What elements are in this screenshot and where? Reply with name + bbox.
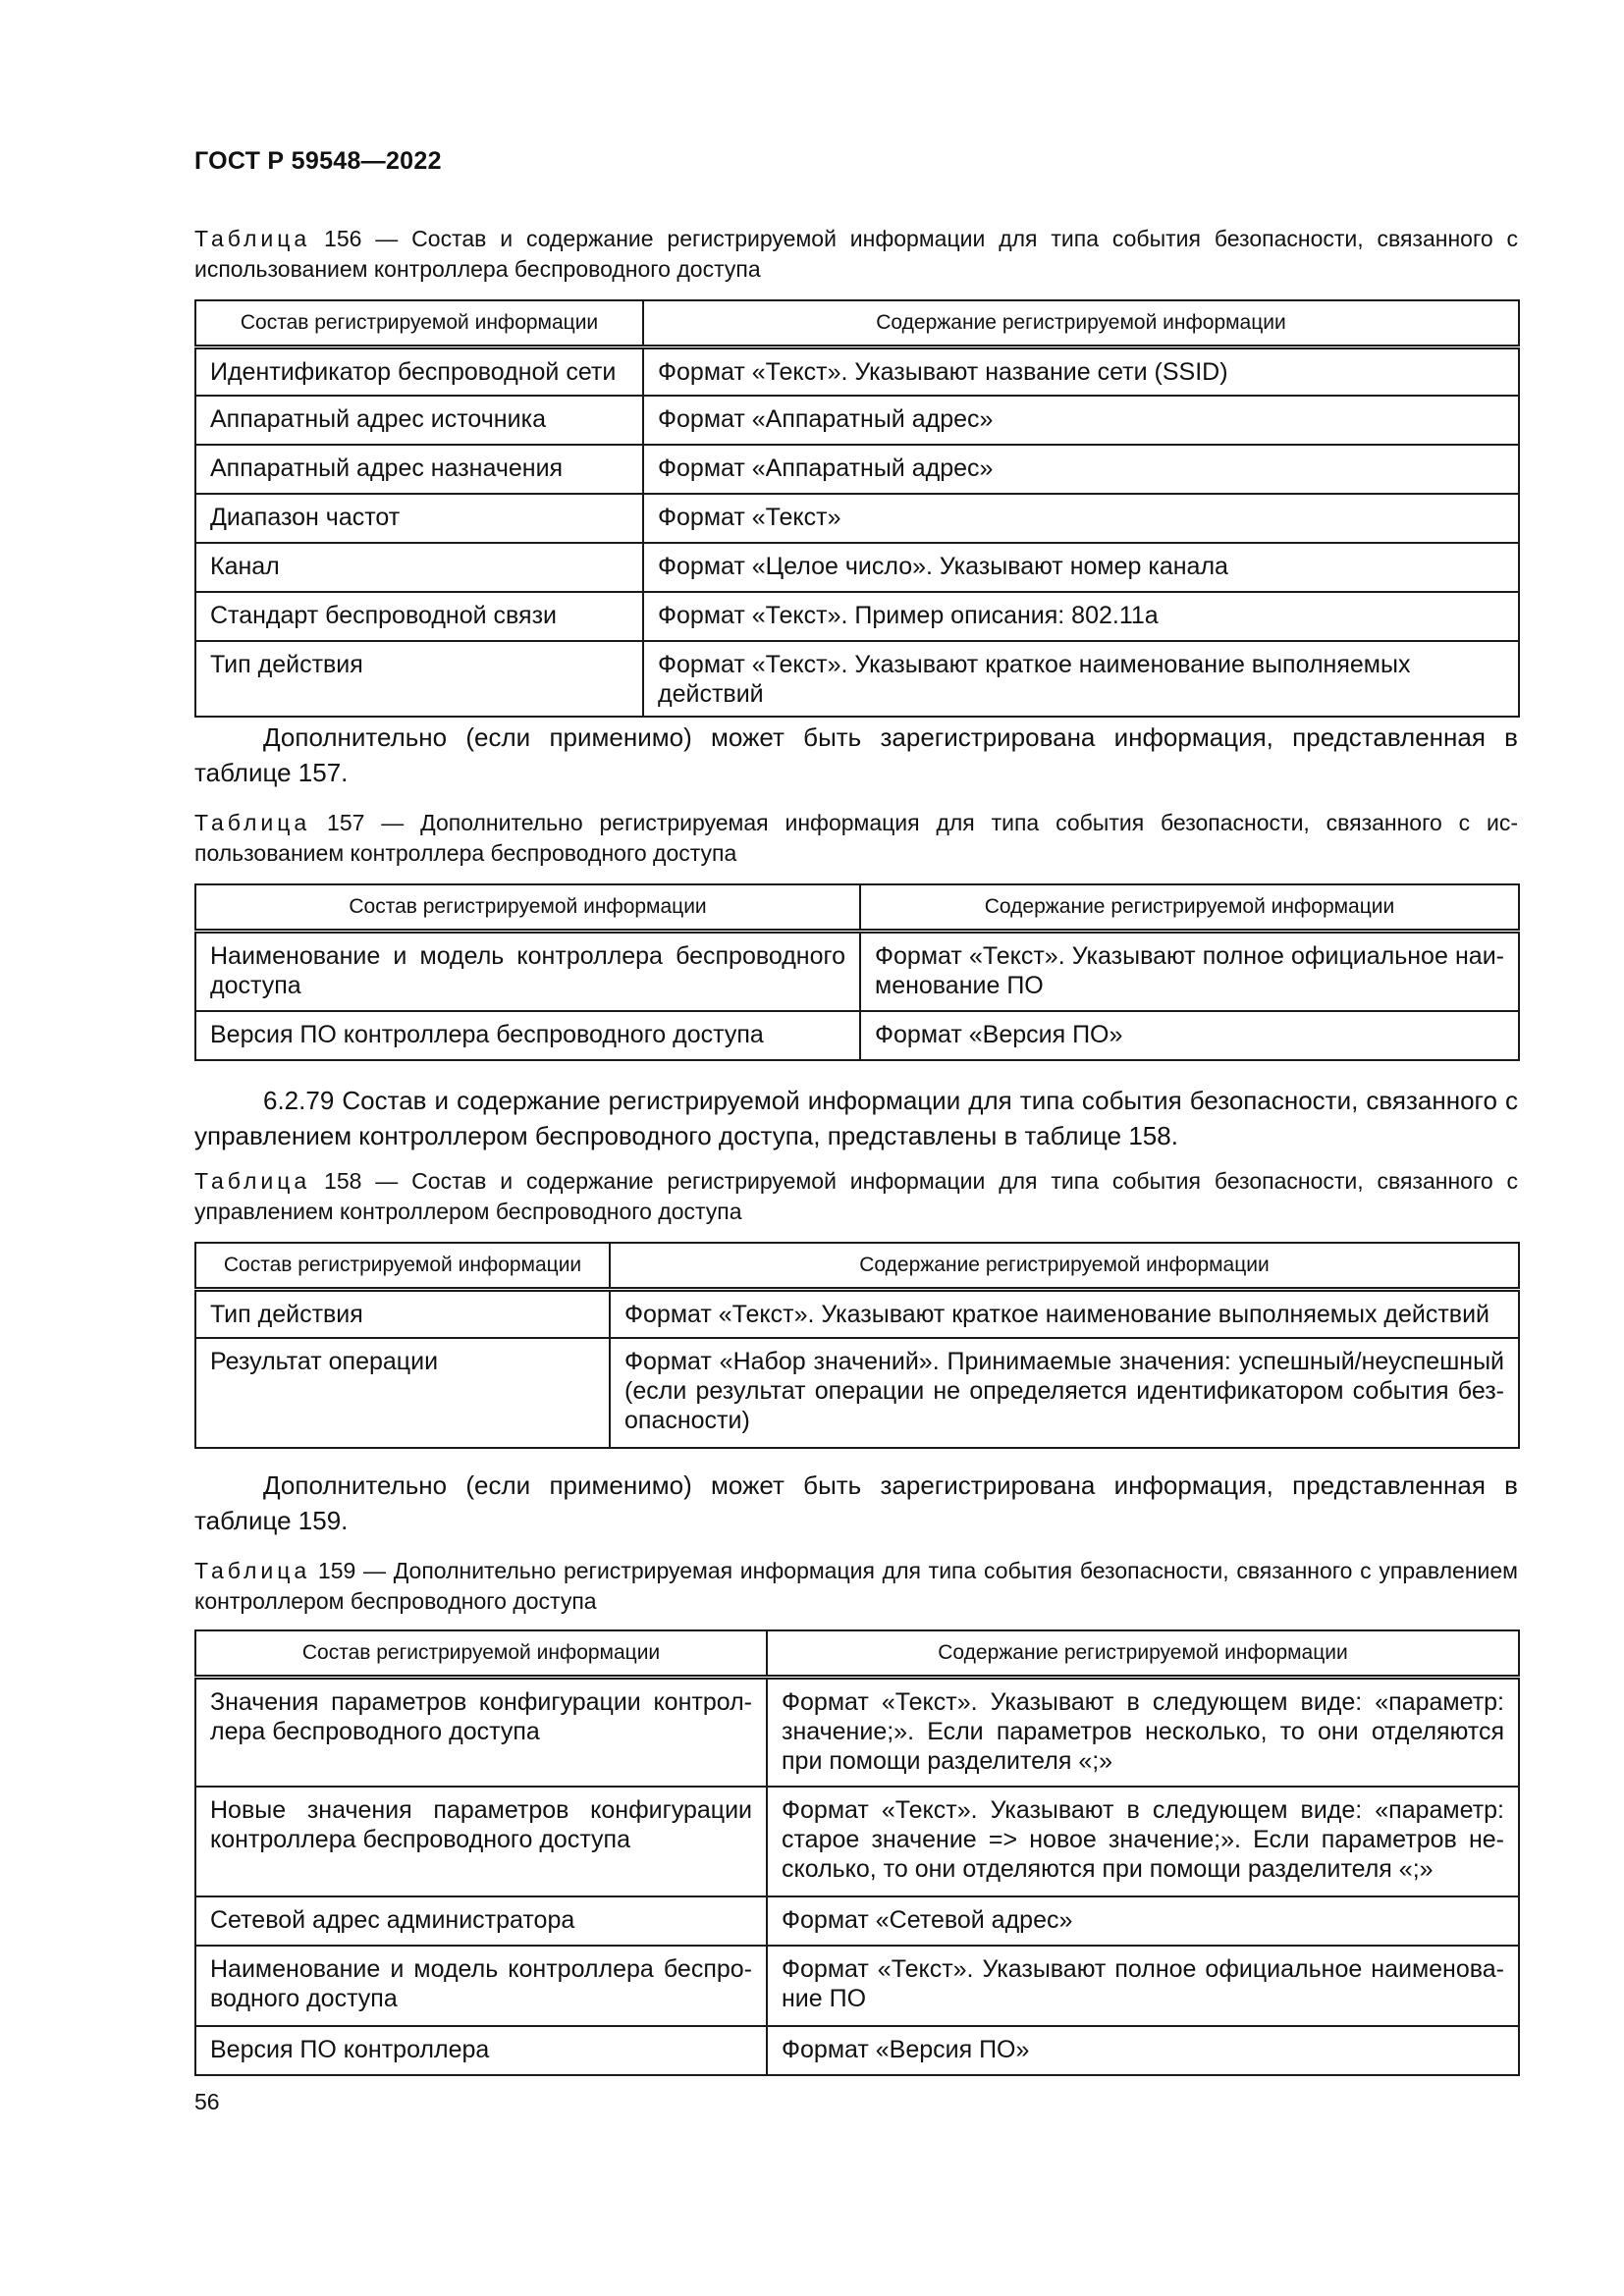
table-header-row [195,1243,1519,1289]
table-cell: Идентификатор беспроводной сети [195,347,643,396]
table-cell: Формат «Текст». Указывают полное официальное наименование ПО [767,1946,1519,2026]
column-header: Содержание регистрируемой информации [860,884,1519,931]
table-cell: Наименование и модель контроллера беспроводного доступа [195,931,860,1011]
page-number: 56 [194,2089,220,2114]
table-row [195,396,1519,445]
table-cell: Формат «Текст». Указывают название сети (SSID) [643,347,1519,396]
table-cell: Формат «Текст». Указывают в следующем виде: «параметр: старое значение => новое значение;». Если параметров несколько, то они отделяются при помощи разделителя «;» [767,1787,1519,1896]
table-cell: Аппаратный адрес назначения [195,445,643,494]
table-cell: Формат «Версия ПО» [767,2026,1519,2075]
table-header-row [195,884,1519,931]
table-row [195,445,1519,494]
table-cell: Стандарт беспроводной связи [195,592,643,641]
table-cell: Версия ПО контроллера [195,2026,767,2075]
table-cell: Формат «Аппаратный адрес» [643,445,1519,494]
table-cell: Формат «Текст». Пример описания: 802.11a [643,592,1519,641]
table-cell: Новые значения параметров конфигурации контроллера беспроводного доступа [195,1787,767,1896]
table-row [195,2026,1519,2075]
table-cell: Формат «Версия ПО» [860,1011,1519,1060]
column-header: Содержание регистрируемой информации [767,1630,1519,1677]
paragraph: Дополнительно (если применимо) может быть зарегистрирована информация, представленная в таблице 157. [194,722,1518,787]
table-header-row [195,1630,1519,1677]
column-header: Состав регистрируемой информации [195,1243,610,1289]
table-row [195,1338,1519,1448]
table-157-caption [194,808,1518,869]
table-row [195,641,1519,717]
table-156 [194,299,1520,718]
column-header: Содержание регистрируемой информации [610,1243,1519,1289]
table-cell: Наименование и модель контроллера беспроводного доступа [195,1946,767,2026]
table-cell: Сетевой адрес администратора [195,1896,767,1946]
table-cell: Тип действия [195,1289,610,1338]
table-cell: Формат «Набор значений». Принимаемые значения: успешный/неуспешный (если результат операции не определяется идентификатором события безопасности) [610,1338,1519,1448]
paragraph: Дополнительно (если применимо) может быть зарегистрирована информация, представленная в таблице 159. [194,1470,1518,1535]
table-cell: Версия ПО контроллера беспроводного доступа [195,1011,860,1060]
table-header-row [195,300,1519,347]
table-row [195,1946,1519,2026]
table-row [195,1787,1519,1896]
table-cell: Результат операции [195,1338,610,1448]
table-cell: Формат «Текст» [643,494,1519,543]
table-label: Таблица [194,810,311,835]
table-cell: Аппаратный адрес источника [195,396,643,445]
table-label: Таблица [194,226,311,251]
table-row [195,494,1519,543]
table-caption-text: 158 — Состав и содержание регистрируемой информации для типа события безопасности, связанного с управлением контроллером беспроводного доступа [194,1168,1518,1224]
table-row [195,347,1519,396]
table-cell: Формат «Текст». Указывают краткое наименование выполняемых действий [610,1289,1519,1338]
table-row [195,1677,1519,1787]
table-159-caption [194,1556,1518,1617]
table-row [195,592,1519,641]
table-cell: Тип действия [195,641,643,717]
table-cell: Диапазон частот [195,494,643,543]
table-row [195,543,1519,592]
table-157 [194,883,1520,1061]
table-cell: Формат «Текст». Указывают краткое наименование выполняемых действий [643,641,1519,717]
table-label: Таблица [194,1168,311,1194]
column-header: Состав регистрируемой информации [195,1630,767,1677]
table-cell: Формат «Аппаратный адрес» [643,396,1519,445]
table-label: Таблица [194,1558,311,1583]
table-caption-text: 157 — Дополнительно регистрируемая информация для типа события безопасности, связанного с использованием контроллера беспроводного доступа [194,810,1518,866]
table-cell: Формат «Текст». Указывают в следующем виде: «параметр: значение;». Если параметров несколько, то они отделяются при помощи разделителя «;» [767,1677,1519,1787]
table-row [195,1011,1519,1060]
table-cell: Формат «Текст». Указывают полное официальное наименование ПО [860,931,1519,1011]
table-158 [194,1242,1520,1449]
paragraph: 6.2.79 Состав и содержание регистрируемой информации для типа события безопасности, связанного с управлением контроллером беспроводного доступа, представлены в таблице 158. [194,1086,1518,1150]
table-cell: Формат «Сетевой адрес» [767,1896,1519,1946]
table-caption-text: 156 — Состав и содержание регистрируемой информации для типа события безопасности, связанного с использованием контроллера беспроводного доступа [194,226,1518,282]
table-cell: Значения параметров конфигурации контроллера беспроводного доступа [195,1677,767,1787]
document-code-header: ГОСТ Р 59548—2022 [194,147,442,175]
table-159 [194,1629,1520,2076]
table-row [195,931,1519,1011]
column-header: Состав регистрируемой информации [195,884,860,931]
table-cell: Канал [195,543,643,592]
column-header: Содержание регистрируемой информации [643,300,1519,347]
table-row [195,1896,1519,1946]
table-156-caption [194,224,1518,285]
table-row [195,1289,1519,1338]
column-header: Состав регистрируемой информации [195,300,643,347]
table-158-caption [194,1166,1518,1227]
table-caption-text: 159 — Дополнительно регистрируемая информация для типа события безопасности, связанного с управлением контроллером беспроводного доступа [194,1558,1518,1614]
table-cell: Формат «Целое число». Указывают номер канала [643,543,1519,592]
